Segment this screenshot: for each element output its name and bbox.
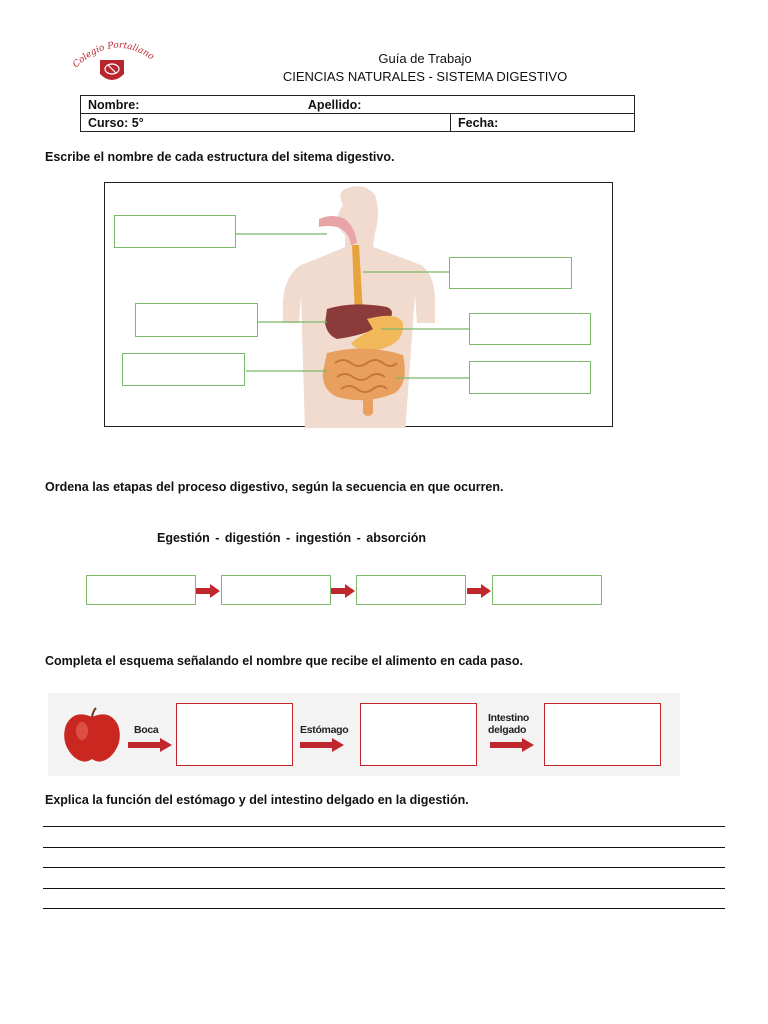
section1-instruction: Escribe el nombre de cada estructura del sitema digestivo. <box>45 150 395 164</box>
scheme-answer-box-1[interactable] <box>176 703 293 766</box>
stage-answer-box-1[interactable] <box>86 575 196 605</box>
step-label-mouth: Boca <box>134 724 159 736</box>
right-arrow-icon <box>331 584 355 598</box>
answer-line[interactable] <box>43 888 725 889</box>
answer-line[interactable] <box>43 826 725 827</box>
name-label: Nombre: <box>88 97 140 112</box>
label-box-small-intestine[interactable] <box>122 353 245 386</box>
name-field[interactable] <box>81 96 635 114</box>
label-box-stomach[interactable] <box>469 313 591 345</box>
section2-instruction: Ordena las etapas del proceso digestivo, según la secuencia en que ocurren. <box>45 480 504 494</box>
date-label: Fecha: <box>458 115 499 130</box>
scheme-answer-box-2[interactable] <box>360 703 477 766</box>
stage-word: digestión <box>224 531 281 545</box>
stage-answer-box-3[interactable] <box>356 575 466 605</box>
stage-answer-box-2[interactable] <box>221 575 331 605</box>
stage-separator: - <box>351 531 367 545</box>
worksheet-title: Guía de Trabajo <box>378 51 472 66</box>
school-logo <box>68 38 158 88</box>
label-box-mouth[interactable] <box>114 215 236 248</box>
digestive-system-diagram <box>104 182 613 427</box>
stages-word-bank <box>157 531 426 545</box>
student-info-table <box>80 95 635 132</box>
answer-line[interactable] <box>43 847 725 848</box>
course-field[interactable] <box>81 114 451 132</box>
right-arrow-icon <box>128 738 172 752</box>
date-field[interactable] <box>451 114 635 132</box>
right-arrow-icon <box>467 584 491 598</box>
stage-word: ingestión <box>295 531 352 545</box>
stage-separator: - <box>280 531 296 545</box>
stage-word: Egestión <box>157 531 210 545</box>
apple-icon <box>60 707 124 765</box>
right-arrow-icon <box>300 738 344 752</box>
surname-label: Apellido: <box>307 97 362 112</box>
scheme-answer-box-3[interactable] <box>544 703 661 766</box>
step-label-small-intestine: Intestino delgado <box>488 712 530 736</box>
course-label: Curso: 5° <box>88 115 144 130</box>
answer-line[interactable] <box>43 908 725 909</box>
answer-line[interactable] <box>43 867 725 868</box>
section4-instruction: Explica la función del estómago y del intestino delgado en la digestión. <box>45 793 469 807</box>
label-box-esophagus[interactable] <box>449 257 572 289</box>
worksheet-subtitle: CIENCIAS NATURALES - SISTEMA DIGESTIVO <box>282 69 568 84</box>
stage-word: absorción <box>366 531 426 545</box>
label-box-large-intestine[interactable] <box>469 361 591 394</box>
stage-separator: - <box>209 531 225 545</box>
right-arrow-icon <box>196 584 220 598</box>
stage-answer-box-4[interactable] <box>492 575 602 605</box>
right-arrow-icon <box>490 738 534 752</box>
label-box-liver[interactable] <box>135 303 258 337</box>
worksheet-header <box>260 50 590 86</box>
section3-instruction: Completa el esquema señalando el nombre que recibe el alimento en cada paso. <box>45 654 523 668</box>
step-label-stomach: Estómago <box>300 724 349 736</box>
svg-text:Colegio Portaliano: Colegio Portaliano <box>71 40 156 71</box>
